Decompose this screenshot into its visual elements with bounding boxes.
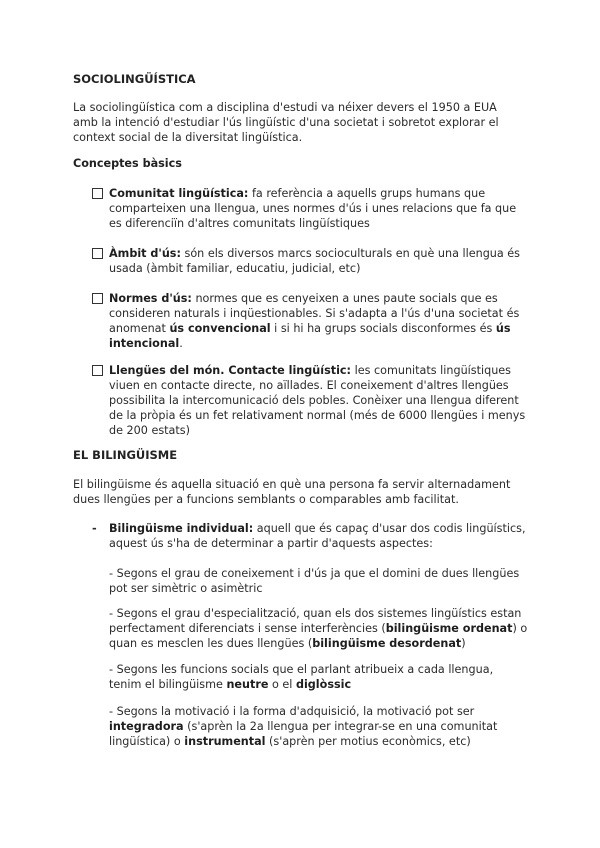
dash-bullet: - (92, 522, 97, 535)
aspect-text: o el (268, 678, 296, 691)
aspect-bold: bilingüisme desordenat (312, 637, 462, 650)
individual-text: aquell que és capaç d'usar dos codis lingüístics, aquest ús s'ha de determinar a partir d'aquests aspectes: (109, 522, 526, 550)
concept-item (92, 363, 532, 438)
concept-text: i si hi ha grups socials disconformes és (270, 322, 496, 335)
concept-text: són els diversos marcs socioculturals en què una llengua és usada (àmbit familiar, educatiu, judicial, etc) (109, 247, 521, 275)
aspect-text: (s'aprèn per motius econòmics, etc) (265, 735, 471, 748)
aspect-motivacio (109, 704, 529, 749)
aspect-text: - Segons les funcions socials que el parlant atribueix a cada llengua, tenim el bilingüisme (109, 663, 494, 691)
aspect-bold: instrumental (184, 735, 266, 748)
checkbox-icon[interactable] (92, 188, 103, 199)
page-title: SOCIOLINGÜÍSTICA (73, 72, 196, 86)
aspect-text: - Segons el grau d'especialització, quan els dos sistemes lingüístics estan perfectament diferenciats i sense interferències ( (109, 607, 522, 635)
aspect-bold: integradora (109, 720, 184, 733)
concept-text: les comunitats lingüístiques viuen en contacte directe, no aïllades. El coneixement d'altres llengües possibilita la intercomunicació dels pobles. Conèixer una llengua diferent de la pròpia és un fet relativament normal (més de 6000 llengües i menys de 200 estats) (109, 364, 526, 437)
aspect-bold: diglòssic (295, 678, 352, 691)
concept-term: Normes d'ús: (109, 292, 192, 305)
checkbox-icon[interactable] (92, 293, 103, 304)
concept-term: Comunitat lingüística: (109, 187, 249, 200)
concept-term: Llengües del món. Contacte lingüístic: (109, 364, 352, 377)
aspect-text: - Segons la motivació i la forma d'adquisició, la motivació pot ser (109, 705, 475, 718)
aspect-text: ) o quan es mesclen les dues llengües ( (109, 622, 528, 650)
conceptes-heading: Conceptes bàsics (73, 157, 182, 170)
concept-item (92, 246, 532, 276)
concept-text: normes que es cenyeixen a unes paute socials que es consideren naturals i inqüestionables. Si s'adapta a l'ús d'una societat és anomenat (109, 292, 520, 335)
bilinguisme-intro: El bilingüisme és aquella situació en què una persona fa servir alternadament dues llengües per a funcions semblants o comparables amb facilitat. (73, 478, 511, 506)
concept-item (92, 186, 532, 231)
individual-term: Bilingüisme individual: (109, 522, 254, 535)
concept-term: Àmbit d'ús: (109, 247, 181, 260)
concept-text: . (179, 337, 183, 350)
checkbox-icon[interactable] (92, 248, 103, 259)
concept-bold: ús intencional (109, 322, 511, 350)
concept-text: fa referència a aquells grups humans que comparteixen una llengua, unes normes d'ús i unes relacions que fa que es diferenciïn d'altres comunitats lingüístiques (109, 187, 517, 230)
aspect-grau-coneixement: - Segons el grau de coneixement i d'ús ja que el domini de dues llengües pot ser simètric o asimètric (109, 567, 520, 595)
aspect-bold: neutre (226, 678, 269, 691)
aspect-especialitzacio (109, 606, 529, 651)
checkbox-icon[interactable] (92, 365, 103, 376)
concept-item (92, 291, 532, 351)
intro-paragraph: La sociolingüística com a disciplina d'estudi va néixer devers el 1950 a EUA amb la intenció d'estudiar l'ús lingüístic d'una societat i sobretot explorar el context social de la diversitat lingüística. (73, 101, 499, 144)
aspect-text: ) (461, 637, 466, 650)
concept-bold: ús convencional (169, 322, 271, 335)
aspect-text: (s'aprèn la 2a llengua per integrar-se en una comunitat lingüística) o (109, 720, 498, 748)
aspect-funcions-socials (109, 662, 529, 692)
bilinguisme-heading: EL BILINGÜISME (73, 448, 178, 462)
aspect-bold: bilingüisme ordenat (385, 622, 513, 635)
bilinguisme-individual-item (92, 521, 532, 551)
